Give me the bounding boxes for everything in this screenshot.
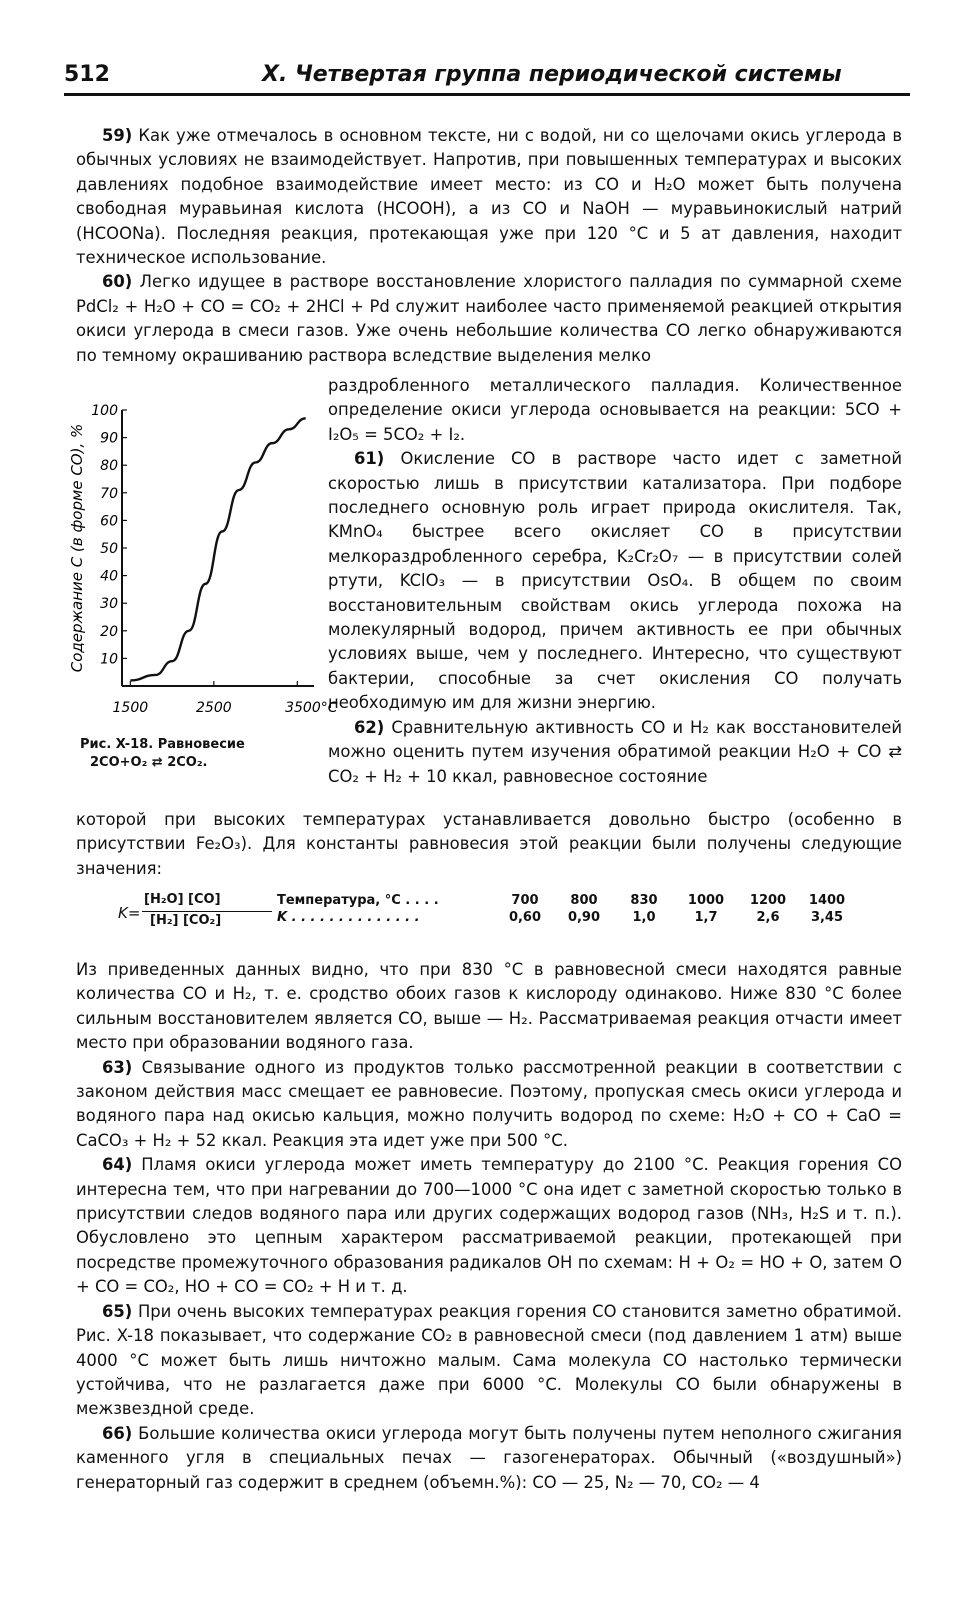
table-cell: 2,6 (756, 910, 780, 925)
paragraph-63: 63) Связывание одного из продуктов только рассмотренной реакции в соответствии с законом действия масс смещает ее равновесие. Поэтому, пропуская смесь окиси углерода и водяного пара над окисью кальция, можно получить водород по схеме: H₂O + CO + CaO = CaCO₃ + H₂ + 52 ккал. Реакция эта идет уже при 500 °C. (76, 1057, 903, 1150)
paragraph-61: 61) Окисление CO в растворе часто идет с заметной скоростью лишь в присутствии катализатора. При подборе последнего основную роль играет природа окислителя. Так, KMnO₄ быстрее всего окисляет CO в присутствии мелкораздробленного серебра, K₂Cr₂O₇ — в присутствии солей ртути, KClO₃ — в присутствии OsO₄. В общем по своим восстановительным свойствам окись углерода похожа на молекулярный водород, причем активность ее при обычных условиях выше, чем у последнего. Интересно, что существуют бактерии, способные за счет окисления CO получать необходимую им для жизни энергию. (328, 449, 902, 713)
x-tick-label: 2500 (196, 700, 232, 716)
paragraph-60: 60) Легко идущее в растворе восстановление хлористого палладия по суммарной схеме PdCl₂ + H₂O + CO = CO₂ + 2HCl + Pd служит наиболее часто применяемой реакцией открытия окиси углерода в смеси газов. Уже очень небольшие количества CO легко обнаруживаются по темному окрашиванию раствора вследствие выделения мелко (76, 272, 902, 365)
paragraph-65: 65) При очень высоких температурах реакция горения CO становится заметно обратимой. Рис. X-18 показывает, что содержание CO₂ в равновесной смеси (под давлением 1 атм) выше 4000 °C может быть лишь ничтожно малым. Сама молекула CO настолько термически устойчива, что не разлагается даже при 6000 °C. Молекулы CO были обнаружены в межзвездной среде. (76, 1301, 902, 1419)
paragraph-64: 64) Пламя окиси углерода может иметь температуру до 2100 °C. Реакция горения CO интересна тем, что при нагревании до 700—1000 °C она идет с заметной скоростью только в присутствии следов водяного пара или других содержащих водород газов (NH₃, H₂S и т. п.). Обусловлено это цепным характером рассматриваемой реакции, протекающей при посредстве промежуточного образования радикалов OH по схемам: H + O₂ = HO + O, затем O + CO = CO₂, HO + CO = CO₂ + H и т. д. (76, 1155, 902, 1297)
table-row (276, 892, 856, 909)
table-cell: 3,45 (810, 910, 844, 925)
k-formula (118, 892, 278, 940)
paragraph-62: 62) Сравнительную активность CO и H₂ как восстановителей можно оценить путем изучения обратимой реакции H₂O + CO ⇄ CO₂ + H₂ + 10 ккал, равновесное состояние (328, 717, 902, 786)
running-title: X. Четвертая группа периодической системы (262, 62, 842, 87)
text-block-top (76, 124, 902, 368)
table-row (276, 909, 856, 926)
paragraph-59: 59) Как уже отмечалось в основном тексте, ни с водой, ни со щелочами окись углерода в обычных условиях не взаимодействует. Напротив, при повышенных температурах и высоких давлениях подобное взаимодействие имеет место: из CO и H₂O может быть получена свободная муравьиная кислота (HCOOH), а из CO и NaOH — муравьинокислый натрий (HCOONa). Последняя реакция, протекающая уже при 120 °C и 5 ат давления, находит техническое использование. (76, 126, 902, 268)
text-block-bottom (76, 958, 902, 1495)
table-cell: 700 (511, 893, 539, 908)
text-block-mid (76, 808, 902, 881)
figure-caption: Рис. X-18. Равновесие 2CO+O₂ ⇄ 2CO₂. (80, 737, 245, 770)
k-label: K . . . . . . . . . . . . . . (277, 910, 420, 925)
paragraph-62-cont: которой при высоких температурах устанавливается довольно быстро (особенно в присутствии Fe₂O₃). Для константы равновесия этой реакции были получены следующие значения: (76, 810, 902, 878)
y-axis-label: Содержание C (в форме CO), % (68, 423, 86, 673)
table-cell: 800 (570, 893, 598, 908)
table-cell: 1000 (687, 893, 725, 908)
paragraph-66: 66) Большие количества окиси углерода могут быть получены путем неполного сжигания каменного угля в специальных печах — газогенераторах. Обычный («воздушный») генераторный газ содержит в среднем (объемн.%): CO — 25, N₂ — 70, CO₂ — 4 (76, 1423, 902, 1492)
temp-label: Температура, °C . . . . (277, 893, 439, 908)
y-tick-label: 80 (100, 458, 118, 475)
y-tick-label: 30 (100, 596, 118, 613)
page-number: 512 (64, 62, 110, 87)
text-block-right (328, 374, 902, 789)
table-cell: 1200 (749, 893, 787, 908)
k-numerator: [H₂O] [CO] (144, 892, 221, 907)
x-tick-label: 1500 (112, 700, 149, 716)
y-tick-label: 60 (100, 513, 118, 530)
y-tick-label: 100 (91, 403, 118, 419)
page-header (64, 62, 910, 100)
table-cell: 1,7 (694, 910, 718, 925)
table-cell: 0,60 (508, 910, 542, 925)
y-tick-label: 90 (100, 430, 118, 447)
k-symbol: K= (118, 904, 141, 922)
x-tick-label: 3500°C (285, 700, 338, 716)
y-tick-label: 70 (100, 485, 118, 502)
paragraph-60-cont: раздробленного металлического палладия. Количественное определение окиси углерода основывается на реакции: 5CO + I₂O₅ = 5CO₂ + I₂. (328, 376, 902, 444)
y-tick-label: 40 (100, 568, 118, 585)
table-cell: 1400 (808, 893, 846, 908)
k-table (276, 892, 856, 926)
equilibrium-curve (130, 418, 305, 680)
table-cell: 1,0 (632, 910, 656, 925)
equilibrium-chart (64, 400, 338, 720)
header-rule (64, 93, 910, 96)
k-denominator: [H₂] [CO₂] (150, 913, 222, 928)
fraction-bar (142, 911, 272, 912)
paragraph-62-end: Из приведенных данных видно, что при 830 °C в равновесной смеси находятся равные количества CO и H₂, т. е. сродство обоих газов к кислороду одинаково. Ниже 830 °C более сильным восстановителем является CO, выше — H₂. Рассматриваемая реакция отчасти имеет место при образовании водяного газа. (76, 960, 902, 1053)
y-tick-label: 50 (100, 541, 118, 557)
y-tick-label: 20 (100, 623, 118, 640)
table-cell: 0,90 (567, 910, 601, 925)
y-tick-label: 10 (100, 651, 118, 668)
table-cell: 830 (630, 893, 658, 908)
